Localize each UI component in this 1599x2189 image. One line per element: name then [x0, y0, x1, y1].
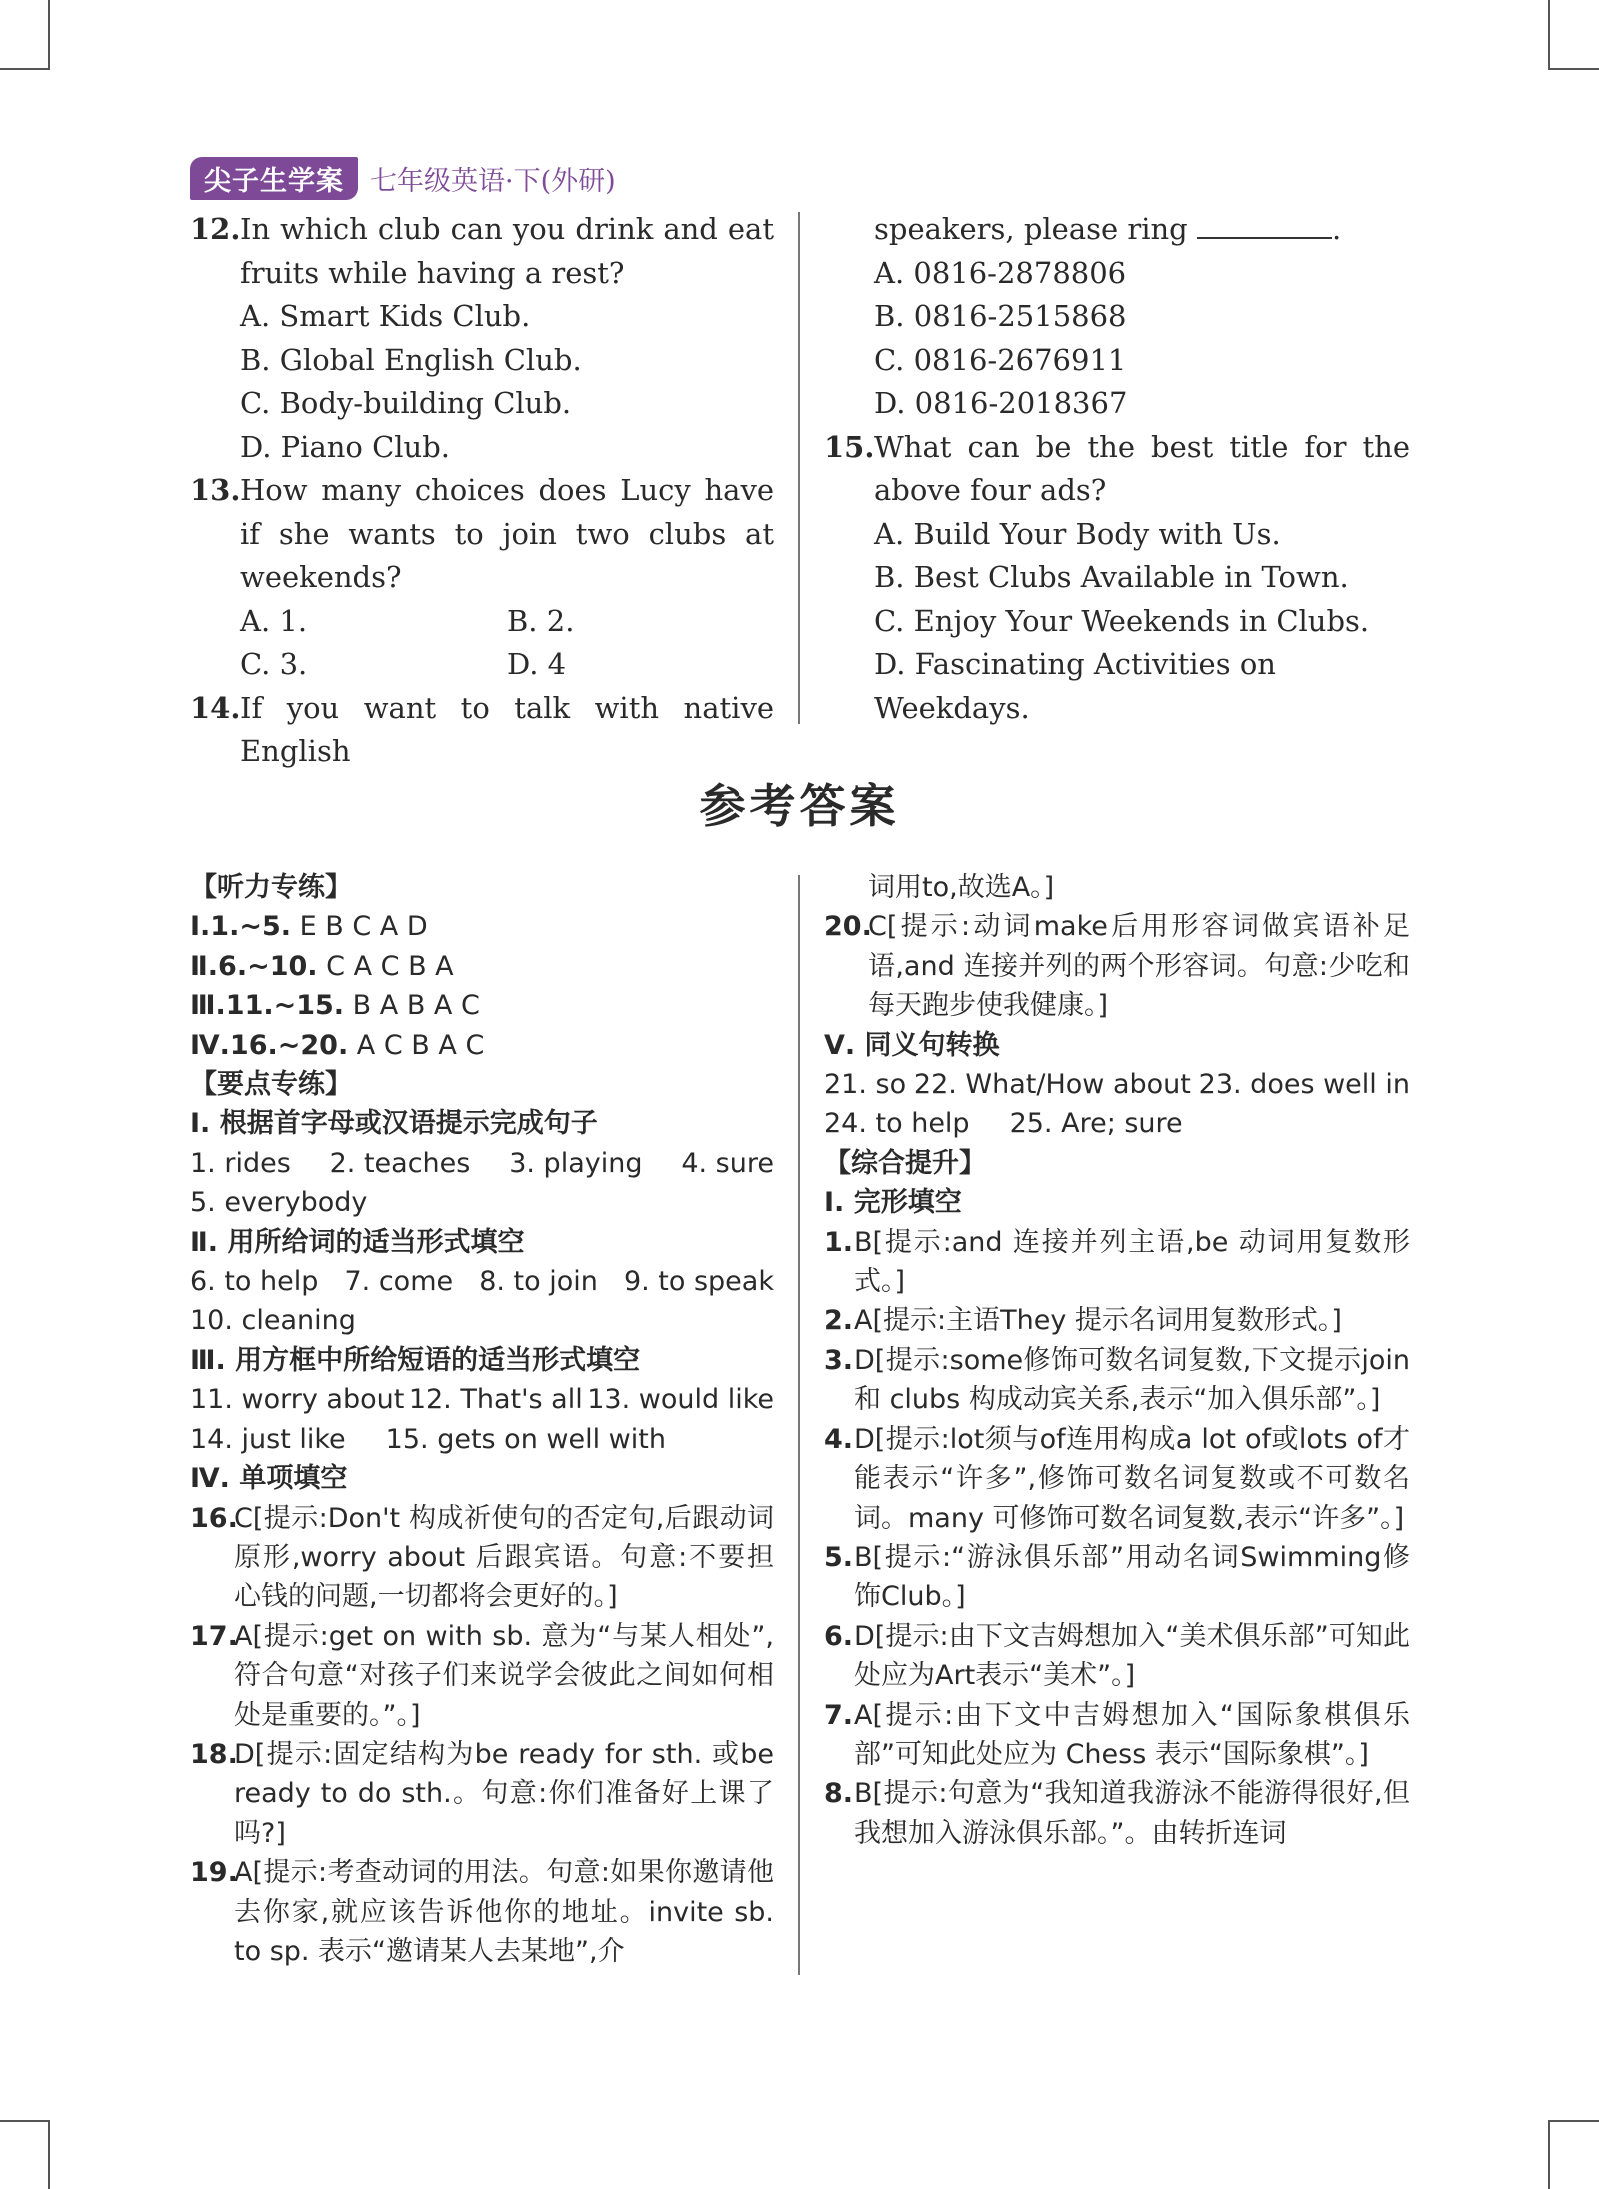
- answer: 9. to speak: [623, 1266, 774, 1298]
- answer-item: 3. D[提示:some修饰可数名词复数,下文提示join 和 clubs 构成动宾关系,表示“加入俱乐部”。]: [824, 1344, 1410, 1416]
- answers-right-column: [824, 868, 1410, 1853]
- question-14: [190, 687, 774, 774]
- option: C. 3.: [240, 647, 308, 681]
- answer-item: 4. D[提示:lot须与of连用构成a lot of或lots of才能表示“许多”,修饰可数名词复数或不可数名词。many 可修饰可数名词复数,表示“许多”。]: [824, 1423, 1410, 1534]
- question-text: How many choices does Lucy have if she wants to join two clubs at weekends?: [240, 473, 774, 594]
- listening-answer: Ⅱ.6.~10. C A C B A: [190, 950, 454, 982]
- option: D. 4: [507, 647, 567, 681]
- question-14-continued: [824, 208, 1410, 252]
- answer: 5. everybody: [190, 1187, 368, 1219]
- question-number: 14.: [190, 690, 241, 725]
- answer-row: [190, 1262, 774, 1301]
- answer-item: 2. A[提示:主语They 提示名词用复数形式。]: [824, 1305, 1342, 1337]
- option: B. 2.: [507, 603, 575, 638]
- answer: 4. sure: [681, 1147, 774, 1179]
- answer: 23. does well in: [1198, 1069, 1410, 1101]
- answer-item: 6. D[提示:由下文吉姆想加入“美术俱乐部”可知此处应为Art表示“美术”。]: [824, 1620, 1410, 1692]
- column-divider: [798, 212, 800, 724]
- question-text: speakers, please ring: [874, 212, 1188, 246]
- answer-row: [190, 1144, 774, 1183]
- answer: 7. come: [344, 1266, 454, 1298]
- answer: 1. rides: [190, 1147, 291, 1179]
- answer-continued: 词用to,故选A。]: [868, 872, 1055, 903]
- option: B. 0816-2515868: [874, 299, 1127, 333]
- subsection-heading: Ⅰ. 完形填空: [824, 1187, 962, 1219]
- option: B. Best Clubs Available in Town.: [874, 560, 1349, 594]
- answer: 11. worry about: [190, 1384, 405, 1416]
- column-divider: [798, 875, 800, 1975]
- answer: 12. That's all: [408, 1384, 583, 1416]
- option: C. Body-building Club.: [240, 386, 572, 420]
- option: C. 0816-2676911: [874, 342, 1127, 377]
- answer: 24. to help: [824, 1108, 970, 1140]
- subsection-heading: Ⅲ. 用方框中所给短语的适当形式填空: [190, 1344, 641, 1376]
- crop-mark: [0, 68, 48, 70]
- crop-mark: [0, 2120, 48, 2122]
- listening-answer: Ⅲ.11.~15. B A B A C: [190, 990, 480, 1022]
- answer-item: 17. A[提示:get on with sb. 意为“与某人相处”,符合句意“对孩子们来说学会彼此之间如何相处是重要的。”。]: [190, 1620, 774, 1731]
- crop-mark: [1550, 68, 1599, 70]
- option-row: [190, 600, 774, 644]
- subsection-heading: Ⅳ. 单项填空: [190, 1463, 348, 1495]
- option: B. Global English Club.: [240, 342, 582, 377]
- question-15: [824, 426, 1410, 513]
- answer-row: [190, 1380, 774, 1419]
- answer-item: 5. B[提示:“游泳俱乐部”用动名词Swimming修饰Club。]: [824, 1541, 1410, 1613]
- answer: 22. What/How about: [913, 1069, 1191, 1101]
- answer: 25. Are; sure: [1009, 1108, 1183, 1140]
- answer: 15. gets on well with: [385, 1423, 666, 1455]
- question-text: What can be the best title for the above four ads?: [874, 429, 1410, 507]
- section-heading: 【综合提升】: [824, 1147, 986, 1179]
- answer-item: 18. D[提示:固定结构为be ready for sth. 或be ready to do sth.。句意:你们准备好上课了吗?]: [190, 1738, 774, 1849]
- questions-right-column: [824, 208, 1410, 730]
- answer-item: 7. A[提示:由下文中吉姆想加入“国际象棋俱乐部”可知此处应为 Chess 表示“国际象棋”。]: [824, 1699, 1410, 1770]
- section-heading: 【听力专练】: [190, 872, 352, 903]
- answer: 3. playing: [509, 1147, 643, 1179]
- answer-blank: [1197, 211, 1332, 239]
- answer: 14. just like: [190, 1423, 346, 1455]
- question-text: If you want to talk with native English: [240, 690, 774, 768]
- question-text: In which club can you drink and eat fruits while having a rest?: [240, 212, 774, 290]
- option-row: [190, 643, 774, 687]
- option: A. 1.: [240, 603, 308, 638]
- answer: 10. cleaning: [190, 1305, 356, 1337]
- option: D. Piano Club.: [240, 429, 451, 464]
- option: C. Enjoy Your Weekends in Clubs.: [874, 603, 1370, 638]
- answer-row: [824, 1104, 1410, 1143]
- crop-mark: [48, 0, 50, 70]
- question-number: 13.: [190, 473, 241, 507]
- option: A. Smart Kids Club.: [240, 299, 531, 333]
- answer: 8. to join: [479, 1266, 598, 1298]
- subsection-heading: Ⅴ. 同义句转换: [824, 1029, 1000, 1061]
- answer: 6. to help: [190, 1266, 319, 1298]
- question-number: 15.: [824, 429, 875, 464]
- question-12: [190, 208, 774, 295]
- book-subtitle: 七年级英语·下(外研): [370, 165, 616, 197]
- answer: 13. would like: [587, 1384, 774, 1416]
- answer: 2. teaches: [329, 1147, 471, 1179]
- subsection-heading: Ⅰ. 根据首字母或汉语提示完成句子: [190, 1108, 598, 1140]
- listening-answer: Ⅰ.1.~5. E B C A D: [190, 911, 428, 943]
- crop-mark: [1548, 2120, 1550, 2189]
- option: A. Build Your Body with Us.: [874, 516, 1281, 551]
- question-number: 12.: [190, 212, 241, 246]
- crop-mark: [1550, 2120, 1599, 2122]
- answer-row: [190, 1420, 774, 1459]
- listening-answer: Ⅳ.16.~20. A C B A C: [190, 1029, 485, 1061]
- crop-mark: [48, 2120, 50, 2189]
- questions-left-column: [190, 208, 774, 774]
- option: A. 0816-2878806: [874, 255, 1127, 290]
- answer-item: 20. C[提示:动词make后用形容词做宾语补足语,and 连接并列的两个形容词。句意:少吃和每天跑步使我健康。]: [824, 911, 1410, 1022]
- period: .: [1331, 212, 1342, 246]
- answer-item: 16. C[提示:Don't 构成祈使句的否定句,后跟动词原形,worry about 后跟宾语。句意:不要担心钱的问题,一切都将会更好的。]: [190, 1502, 774, 1613]
- answer-item: 1. B[提示:and 连接并列主语,be 动词用复数形式。]: [824, 1226, 1410, 1298]
- answer-item: 19. A[提示:考查动词的用法。句意:如果你邀请他去你家,就应该告诉他你的地址。invite sb. to sp. 表示“邀请某人去某地”,介: [190, 1857, 774, 1967]
- answers-left-column: [190, 868, 774, 1971]
- question-13: [190, 469, 774, 600]
- answer-item: 8. B[提示:句意为“我知道我游泳不能游得很好,但我想加入游泳俱乐部。”。由转折连词: [824, 1778, 1410, 1849]
- brand-badge: 尖子生学案: [190, 157, 358, 200]
- section-heading: 【要点专练】: [190, 1069, 352, 1101]
- option: D. Fascinating Activities on Weekdays.: [874, 647, 1276, 725]
- option: D. 0816-2018367: [874, 386, 1128, 420]
- answer: 21. so: [824, 1069, 907, 1101]
- answer-key-title: 参考答案: [699, 779, 900, 833]
- answer-row: [824, 1065, 1410, 1104]
- subsection-heading: Ⅱ. 用所给词的适当形式填空: [190, 1226, 525, 1258]
- crop-mark: [1548, 0, 1550, 70]
- page-header: [190, 158, 616, 198]
